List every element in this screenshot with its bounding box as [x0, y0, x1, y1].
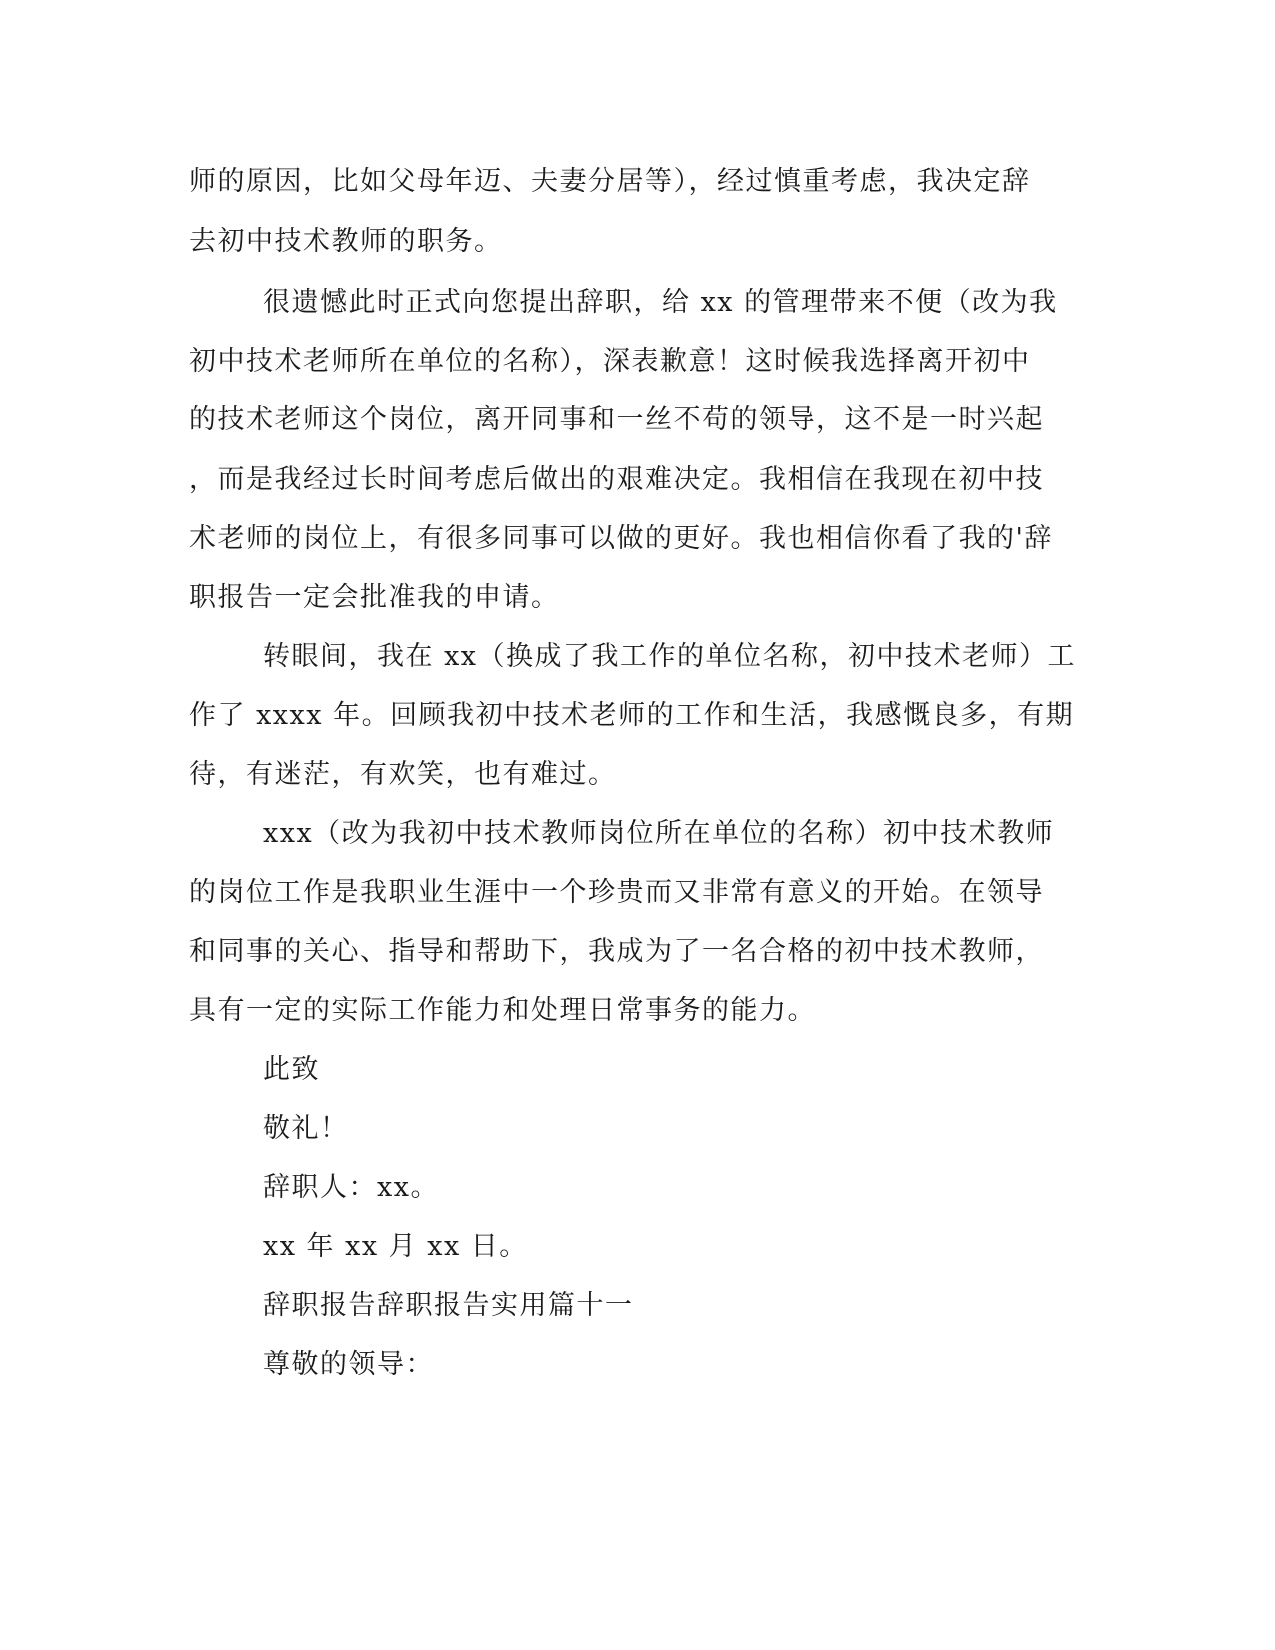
text-line: 待，有迷茫，有欢笑，也有难过。 [189, 759, 617, 790]
closing-line: 敬礼！ [263, 1113, 349, 1144]
salutation-line: 尊敬的领导： [263, 1349, 434, 1380]
text-line: 去初中技术教师的职务。 [189, 226, 503, 257]
text-line: 的岗位工作是我职业生涯中一个珍贵而又非常有意义的开始。在领导 [189, 877, 1044, 908]
date-line: xx 年 xx 月 xx 日。 [263, 1231, 528, 1262]
text-line: ，而是我经过长时间考虑后做出的艰难决定。我相信在我现在初中技 [189, 464, 1044, 495]
section-heading: 辞职报告辞职报告实用篇十一 [263, 1290, 634, 1321]
text-line: 和同事的关心、指导和帮助下，我成为了一名合格的初中技术教师， [189, 936, 1044, 967]
text-line: 很遗憾此时正式向您提出辞职，给 xx 的管理带来不便（改为我 [263, 287, 1058, 318]
text-line: 初中技术老师所在单位的名称），深表歉意！这时候我选择离开初中 [189, 346, 1031, 377]
text-line: 职报告一定会批准我的申请。 [189, 582, 560, 613]
text-line: 作了 xxxx 年。回顾我初中技术老师的工作和生活，我感慨良多，有期 [189, 700, 1075, 731]
text-line: 术老师的岗位上，有很多同事可以做的更好。我也相信你看了我的'辞 [189, 523, 1053, 554]
text-line: 师的原因，比如父母年迈、夫妻分居等），经过慎重考虑，我决定辞 [189, 166, 1031, 197]
closing-line: 此致 [263, 1054, 320, 1085]
text-line: 具有一定的实际工作能力和处理日常事务的能力。 [189, 995, 816, 1026]
text-line: 的技术老师这个岗位，离开同事和一丝不苟的领导，这不是一时兴起 [189, 404, 1044, 435]
signature-line: 辞职人：xx。 [263, 1172, 439, 1203]
text-line: 转眼间，我在 xx（换成了我工作的单位名称，初中技术老师）工 [263, 641, 1077, 672]
text-line: xxx（改为我初中技术教师岗位所在单位的名称）初中技术教师 [263, 818, 1055, 849]
